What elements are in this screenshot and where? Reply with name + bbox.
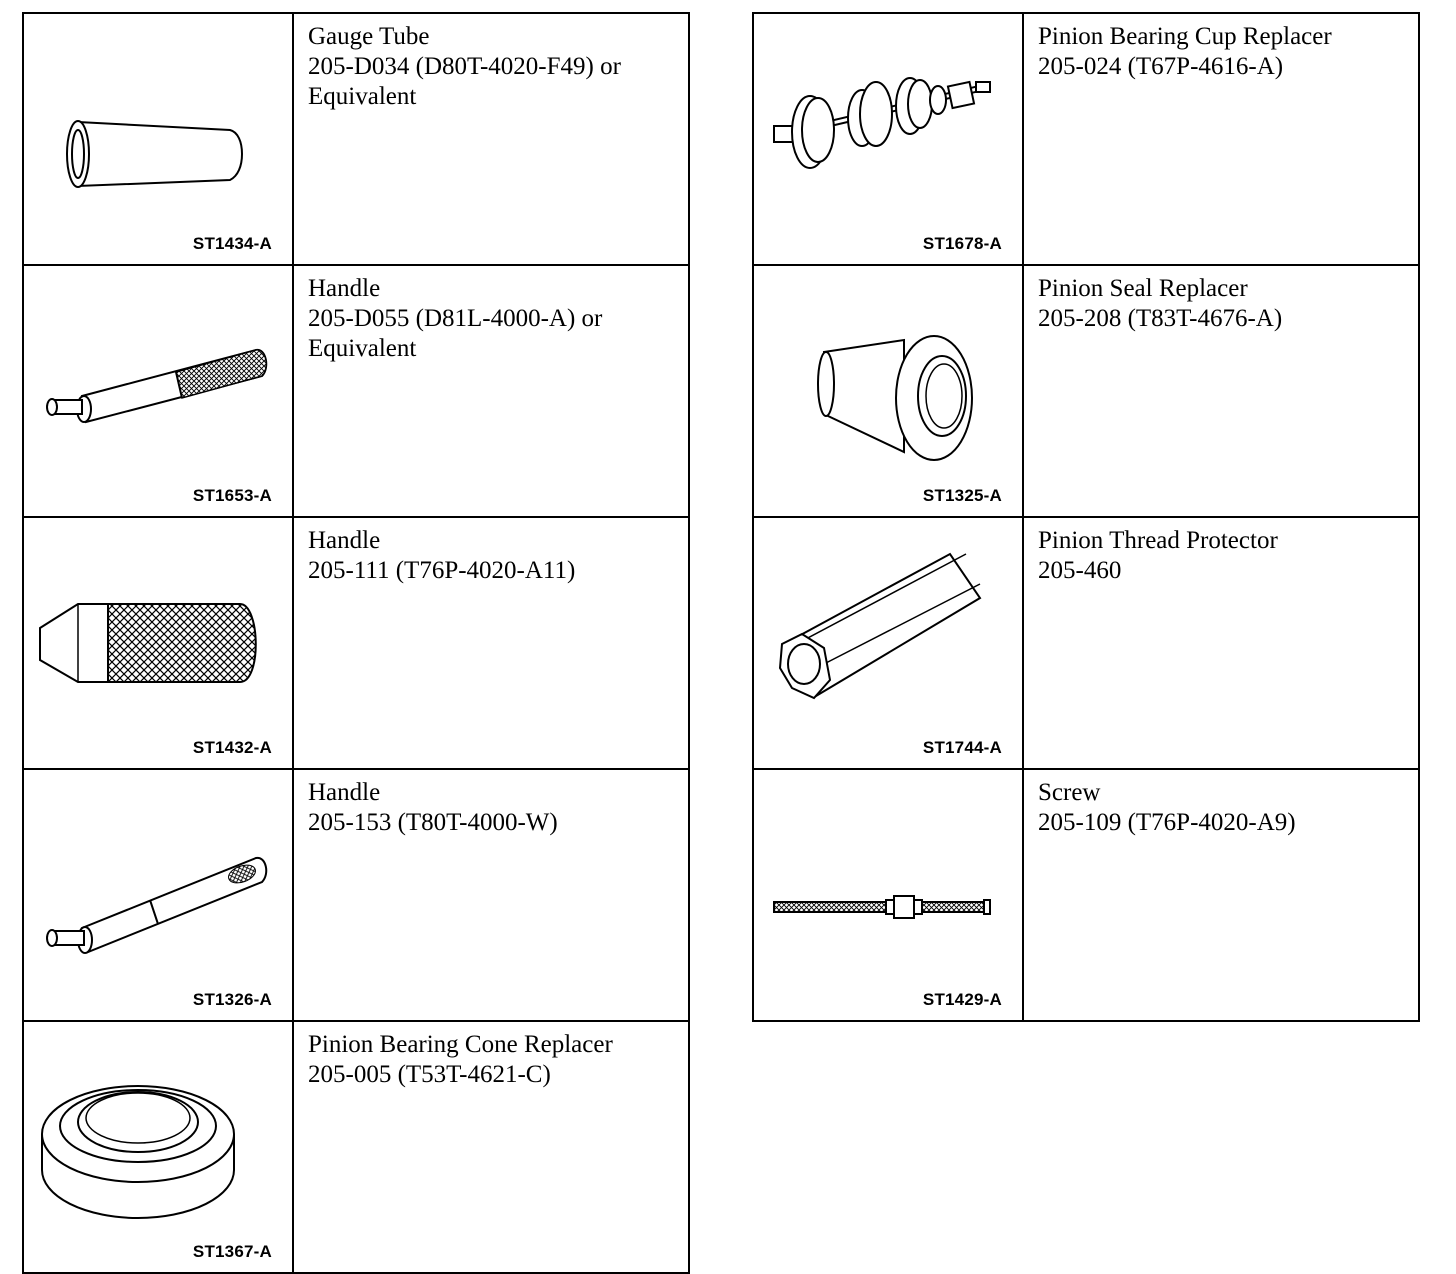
bearing-cone-replacer-illustration xyxy=(24,1022,292,1272)
tool-row xyxy=(23,1021,689,1273)
tool-description-cell xyxy=(293,769,689,1021)
tool-part-number: 205-024 (T67P-4616-A) xyxy=(1038,53,1284,80)
thread-protector-illustration xyxy=(754,518,1022,768)
tool-description-cell xyxy=(293,265,689,517)
gauge-tube-illustration xyxy=(24,14,292,264)
tool-row xyxy=(753,13,1419,265)
tool-name: Pinion Bearing Cone Replacer xyxy=(308,1031,613,1058)
illustration-code: ST1744-A xyxy=(922,738,1002,757)
tool-name: Pinion Bearing Cup Replacer xyxy=(1038,23,1332,50)
tool-part-number: 205-208 (T83T-4676-A) xyxy=(1038,305,1283,332)
tool-description-cell xyxy=(1023,265,1419,517)
tool-illustration-cell xyxy=(753,13,1023,265)
tool-illustration-cell xyxy=(753,517,1023,769)
tool-name: Screw xyxy=(1038,779,1101,806)
handle-knurled-illustration xyxy=(24,518,292,768)
illustration-code: ST1325-A xyxy=(922,486,1002,505)
illustration-code: ST1653-A xyxy=(192,486,272,505)
illustration-code: ST1429-A xyxy=(922,990,1002,1009)
tool-part-number: 205-D055 (D81L-4000-A) or xyxy=(308,305,603,332)
tool-name: Pinion Thread Protector xyxy=(1038,527,1278,554)
tool-part-note: Equivalent xyxy=(308,335,417,362)
right-tools-table xyxy=(752,12,1420,1022)
screw-illustration xyxy=(754,770,1022,1020)
tool-part-number: 205-005 (T53T-4621-C) xyxy=(308,1061,551,1088)
tool-part-note: Equivalent xyxy=(308,83,417,110)
tool-row xyxy=(753,769,1419,1021)
seal-replacer-illustration xyxy=(754,266,1022,516)
tool-name: Gauge Tube xyxy=(308,23,430,50)
tool-part-number: 205-153 (T80T-4000-W) xyxy=(308,809,558,836)
illustration-code: ST1367-A xyxy=(192,1242,272,1261)
left-tools-table xyxy=(22,12,690,1274)
tool-illustration-cell xyxy=(753,769,1023,1021)
tool-description-cell xyxy=(293,1021,689,1273)
handle-short-illustration xyxy=(24,266,292,516)
tool-description-cell xyxy=(293,517,689,769)
tool-name: Handle xyxy=(308,275,381,302)
bearing-cup-replacer-illustration xyxy=(754,14,1022,264)
tool-part-number: 205-109 (T76P-4020-A9) xyxy=(1038,809,1296,836)
tool-description-cell xyxy=(293,13,689,265)
tool-name: Handle xyxy=(308,779,381,806)
tool-part-number: 205-111 (T76P-4020-A11) xyxy=(308,557,576,584)
tool-illustration-cell xyxy=(23,1021,293,1273)
tool-part-number: 205-D034 (D80T-4020-F49) or xyxy=(308,53,621,80)
tool-name: Pinion Seal Replacer xyxy=(1038,275,1248,302)
illustration-code: ST1434-A xyxy=(192,234,272,253)
tool-illustration-cell xyxy=(23,769,293,1021)
tool-illustration-cell xyxy=(23,265,293,517)
tool-row xyxy=(23,265,689,517)
tool-illustration-cell xyxy=(23,517,293,769)
tool-name: Handle xyxy=(308,527,381,554)
handle-long-illustration xyxy=(24,770,292,1020)
tool-description-cell xyxy=(1023,13,1419,265)
illustration-code: ST1678-A xyxy=(922,234,1002,253)
illustration-code: ST1432-A xyxy=(192,738,272,757)
tool-illustration-cell xyxy=(753,265,1023,517)
tool-part-number: 205-460 xyxy=(1038,557,1122,584)
tool-illustration-cell xyxy=(23,13,293,265)
illustration-code: ST1326-A xyxy=(192,990,272,1009)
tool-row xyxy=(23,13,689,265)
tool-row xyxy=(753,265,1419,517)
tool-description-cell xyxy=(1023,769,1419,1021)
tool-row xyxy=(23,517,689,769)
tool-row xyxy=(753,517,1419,769)
tool-description-cell xyxy=(1023,517,1419,769)
tool-row xyxy=(23,769,689,1021)
